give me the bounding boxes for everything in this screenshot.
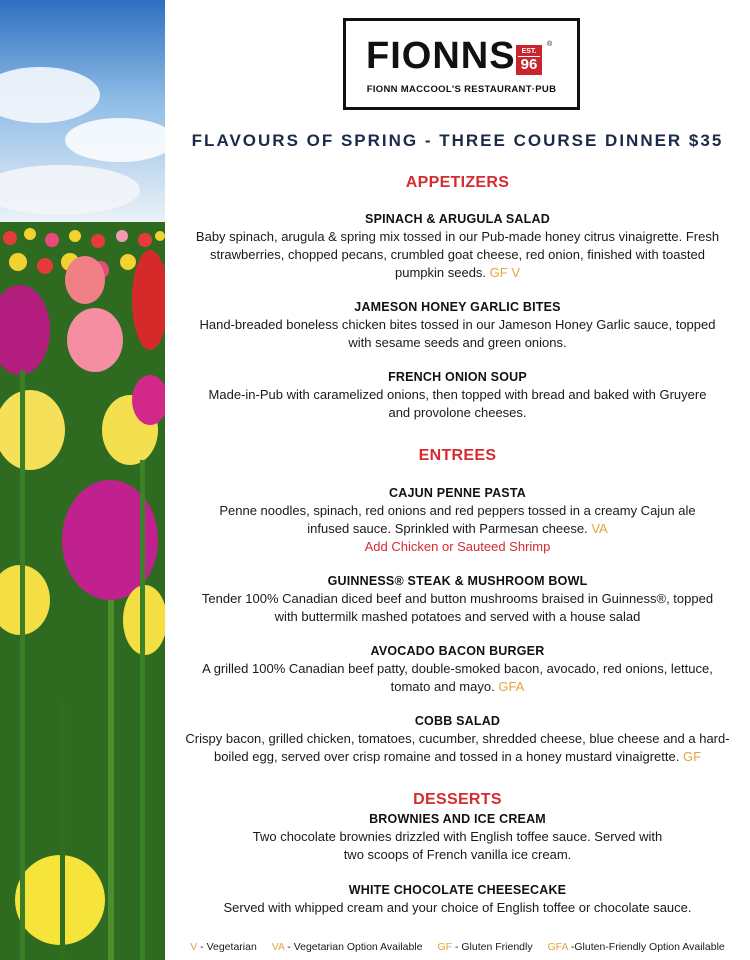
item-description-text: Crispy bacon, grilled chicken, tomatoes, cucumber, shredded cheese, blue cheese and a hard-boiled egg, served over crisp romaine and tossed in a honey mustard vinaigrette. [185,731,730,764]
item-name: AVOCADO BACON BURGER [370,644,545,658]
menu-item [165,811,750,864]
tulip-field-photo [0,0,165,960]
section-title-entrees: ENTREES [418,447,497,464]
logo-established-badge [516,45,542,75]
item-name: WHITE CHOCOLATE CHEESECAKE [348,883,567,897]
item-name: CAJUN PENNE PASTA [389,486,526,500]
legend-entry-gluten-friendly-option: GFA -Gluten-Friendly Option Available [547,941,725,953]
item-name: COBB SALAD [414,714,501,728]
section-title-desserts: DESSERTS [413,791,502,808]
item-description: Made-in-Pub with caramelized onions, then topped with bread and baked with Gruyere and provolone cheeses. [208,387,707,420]
item-description [165,730,750,766]
item-description: Hand-breaded boneless chicken bites tossed in our Jameson Honey Garlic sauce, topped with sesame seeds and green onions. [199,317,716,350]
item-description-text: Baby spinach, arugula & spring mix tossed in our Pub-made honey citrus vinaigrette. Fresh strawberries, chopped pecans, crumbled goat cheese, red onion, finished with toasted pumpkin seeds. [195,229,720,280]
menu-item [165,573,750,626]
item-description-text: A grilled 100% Canadian beef patty, double-smoked bacon, avocado, red onions, lettuce, tomato and mayo. [202,661,713,694]
item-name: BROWNIES AND ICE CREAM [369,812,546,826]
item-description: Served with whipped cream and your choice of English toffee or chocolate sauce. [223,900,692,915]
item-name: JAMESON HONEY GARLIC BITES [354,300,561,314]
item-description: Two chocolate brownies drizzled with English toffee sauce. Served with two scoops of French vanilla ice cream. [252,829,663,862]
logo-badge-year: 96 [518,56,540,73]
item-addon: Add Chicken or Sauteed Shrimp [364,539,551,554]
diet-tag: GFA [498,679,525,694]
menu-item [165,643,750,696]
item-description [165,660,750,696]
section-title-appetizers: APPETIZERS [405,174,510,191]
menu-item [165,211,750,282]
item-name: SPINACH & ARUGULA SALAD [365,212,550,226]
logo-tagline: FIONN MACCOOL'S RESTAURANT·PUB [366,84,557,95]
tulip-field-illustration [0,0,165,960]
legend-entry-vegetarian: V - Vegetarian [190,941,257,953]
dietary-legend [165,941,750,953]
logo-badge-est: EST. [521,48,537,55]
logo-wordmark: FIONNS [366,35,516,77]
menu-content [165,0,750,960]
item-description [165,228,750,282]
menu-item [165,882,750,917]
menu-item [165,485,750,556]
diet-tag: GF V [489,265,521,280]
diet-tag: GF [682,749,702,764]
menu-headline: FLAVOURS OF SPRING - THREE COURSE DINNER $35 [191,131,724,150]
menu-item [165,713,750,766]
item-description: Tender 100% Canadian diced beef and button mushrooms braised in Guinness®, topped with buttermilk mashed potatoes and served with a house salad [201,591,714,624]
item-name: FRENCH ONION SOUP [388,370,527,384]
legend-entry-vegetarian-option: VA - Vegetarian Option Available [271,941,423,953]
diet-tag: VA [591,521,608,536]
item-description-text: Penne noodles, spinach, red onions and red peppers tossed in a creamy Cajun ale infused sauce. Sprinkled with Parmesan cheese. [219,503,696,536]
restaurant-logo [343,18,580,110]
menu-item [165,369,750,422]
item-name: GUINNESS® STEAK & MUSHROOM BOWL [327,574,588,588]
menu-item [165,299,750,352]
registered-mark: ® [547,41,553,48]
legend-entry-gluten-friendly: GF - Gluten Friendly [437,941,533,953]
item-description [165,502,750,538]
